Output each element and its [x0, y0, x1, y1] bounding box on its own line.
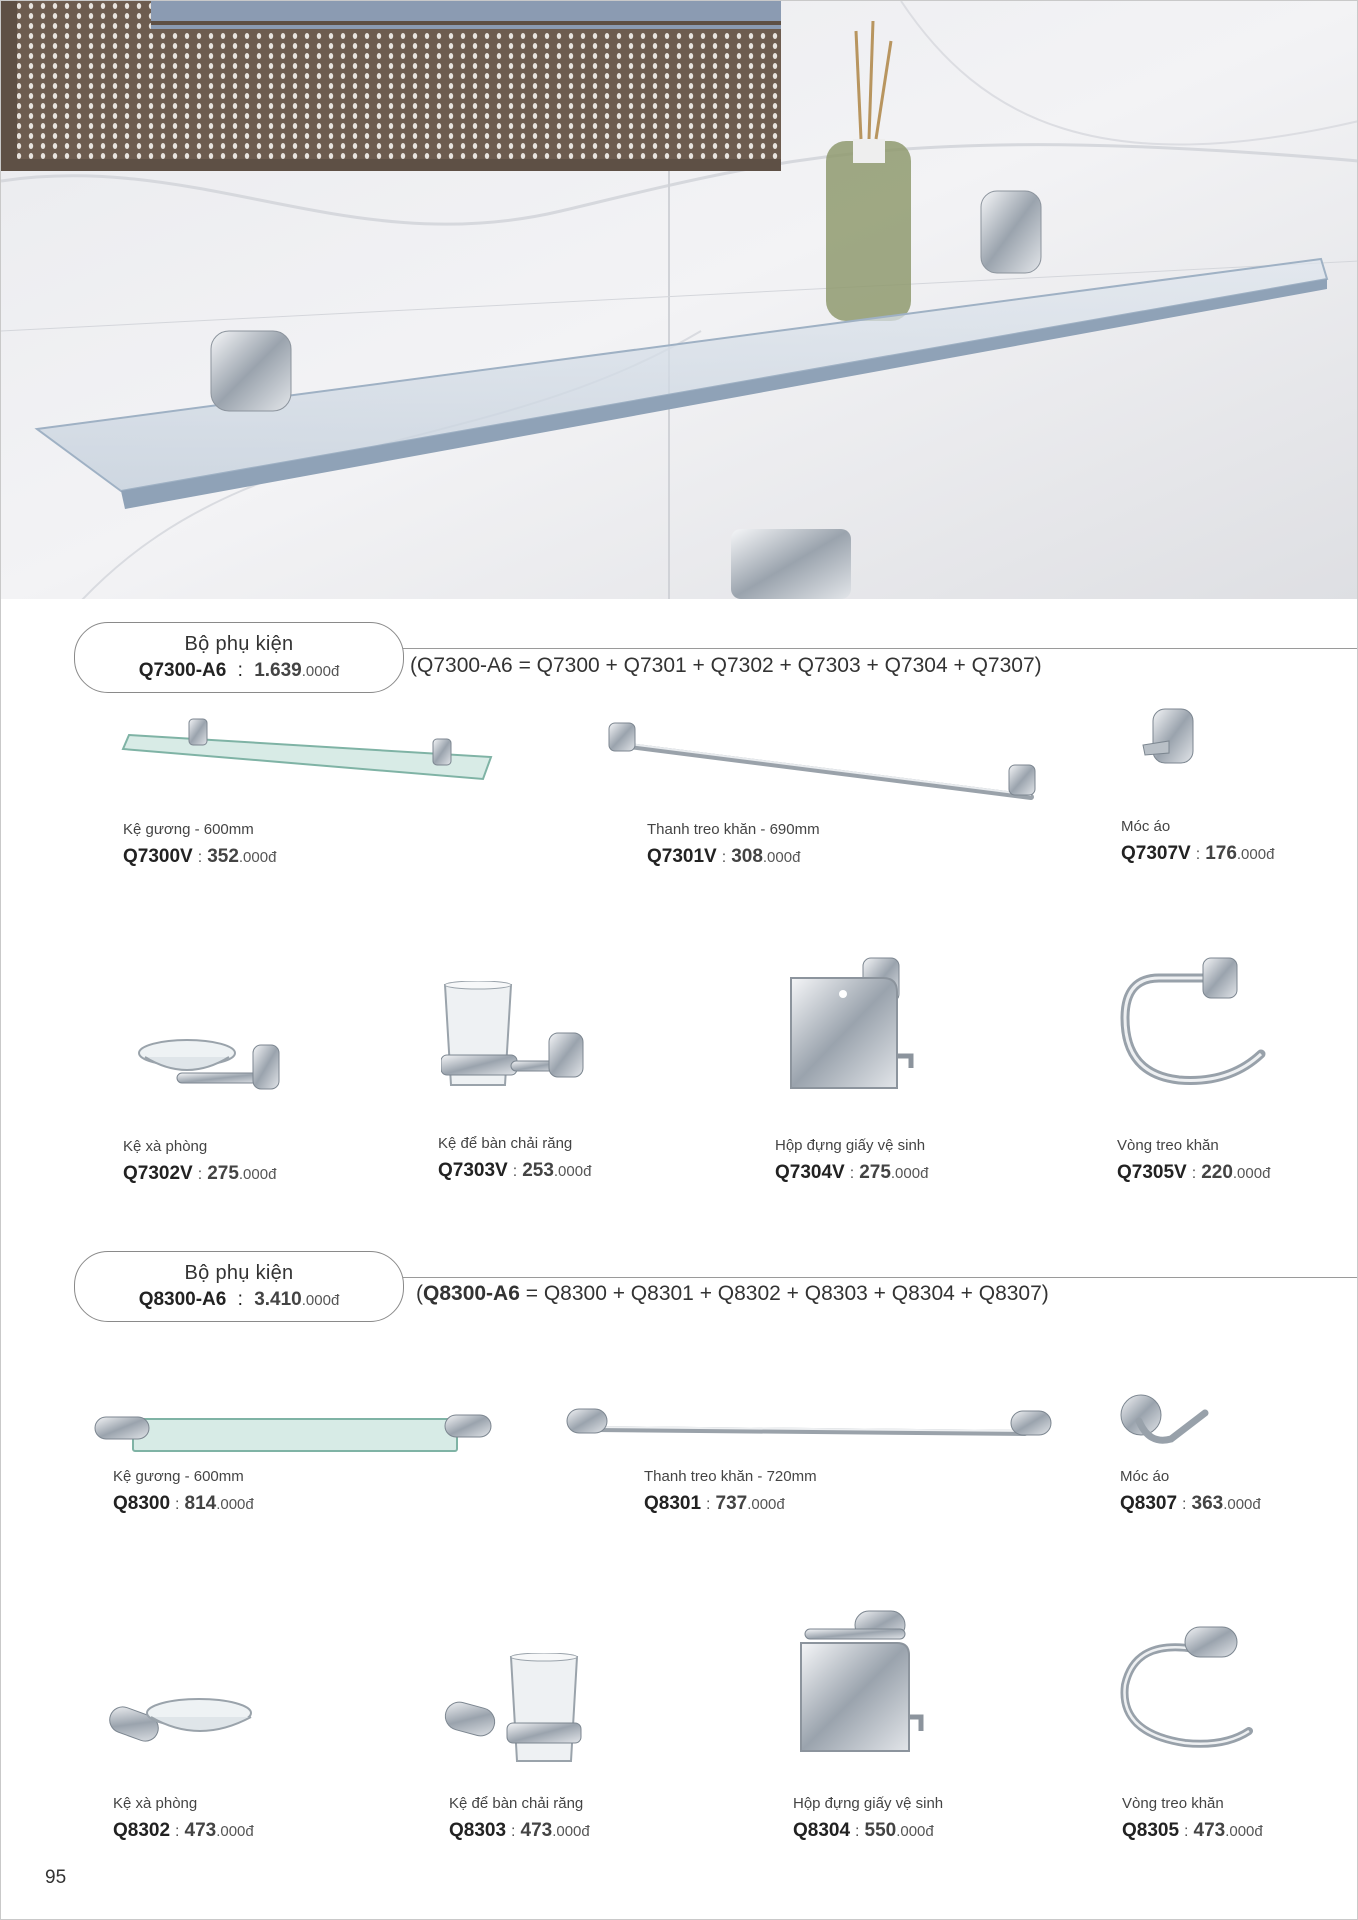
product-unit: .000đ: [552, 1823, 590, 1840]
set-formula: [410, 654, 1042, 678]
formula-code: Q8300-A6: [423, 1282, 520, 1305]
product-code-price: [1121, 843, 1274, 865]
product-name: Móc áo: [1121, 818, 1171, 835]
product-code-price: [775, 1162, 928, 1184]
product-image-tumbler-holder: [443, 1653, 593, 1765]
towel-ring-icon: [1119, 956, 1269, 1092]
set-price: [75, 660, 403, 682]
product-code-price: [793, 1820, 934, 1842]
product-code-price: [123, 846, 276, 868]
product-price: 220: [1201, 1162, 1233, 1183]
set-pill: [74, 622, 404, 693]
product-sep: :: [1191, 1165, 1197, 1182]
product-code: Q7300V: [123, 846, 193, 867]
product-name: Kệ để bàn chải răng: [438, 1135, 573, 1152]
set-code: Q7300-A6: [138, 660, 227, 681]
product-sep: :: [706, 1496, 711, 1513]
product-name: Kệ để bàn chải răng: [449, 1795, 584, 1812]
page-number: 95: [45, 1867, 67, 1888]
product-price: 176: [1205, 843, 1237, 864]
set-price-major: 1.639: [254, 660, 302, 681]
product-sep: :: [855, 1823, 860, 1840]
product-code: Q8304: [793, 1820, 851, 1841]
product-unit: .000đ: [1225, 1823, 1263, 1840]
product-code: Q8307: [1120, 1493, 1178, 1514]
product-sep: :: [175, 1496, 180, 1513]
product-code-price: [1120, 1493, 1261, 1515]
product-image-paper-holder: [797, 1609, 927, 1759]
product-image-tumbler-holder: [441, 981, 591, 1093]
product-unit: .000đ: [238, 1166, 277, 1183]
towel-ring-icon: [1115, 1623, 1255, 1755]
product-name: Kệ xà phòng: [113, 1795, 198, 1812]
product-image-soap-dish: [137, 1037, 287, 1095]
section-divider: [401, 648, 1358, 649]
product-code: Q7301V: [647, 846, 717, 867]
product-unit: .000đ: [238, 849, 277, 866]
product-name: Kệ gương - 600mm: [123, 821, 254, 838]
product-image-towel-bar: [601, 717, 1051, 807]
product-price: 473: [1193, 1820, 1226, 1841]
formula-code: Q7300-A6: [417, 654, 513, 677]
product-price: 275: [859, 1162, 891, 1183]
product-image-robe-hook: [1119, 1391, 1209, 1453]
product-price: 814: [184, 1493, 217, 1514]
product-price: 473: [184, 1820, 217, 1841]
product-code: Q8302: [113, 1820, 171, 1841]
product-code-price: [123, 1163, 276, 1185]
tumbler-holder-icon: [441, 981, 591, 1093]
glass-shelf-photo-icon: [1, 1, 1358, 599]
set-title: Bộ phụ kiện: [184, 633, 294, 655]
towel-bar-icon: [565, 1403, 1055, 1443]
product-code: Q7303V: [438, 1160, 508, 1181]
set-sep: :: [237, 660, 243, 681]
product-price: 275: [207, 1163, 239, 1184]
product-sep: :: [512, 1163, 518, 1180]
product-name: Móc áo: [1120, 1468, 1170, 1485]
product-name: Hộp đựng giấy vệ sinh: [793, 1795, 944, 1812]
product-image-glass-shelf: [93, 1405, 493, 1461]
product-name: Vòng treo khăn: [1122, 1795, 1224, 1812]
product-unit: .000đ: [762, 849, 801, 866]
towel-bar-icon: [601, 717, 1051, 807]
formula-rest: = Q7300 + Q7301 + Q7302 + Q7303 + Q7304 + Q7307): [512, 654, 1042, 677]
product-code: Q8301: [644, 1493, 702, 1514]
product-image-glass-shelf: [121, 713, 501, 783]
set-pill: [74, 1251, 404, 1322]
product-unit: .000đ: [1236, 846, 1275, 863]
product-image-soap-dish: [107, 1695, 257, 1761]
hero-photo: [1, 1, 1358, 599]
product-name: Hộp đựng giấy vệ sinh: [775, 1137, 926, 1154]
formula-open: (: [416, 1282, 423, 1305]
product-unit: .000đ: [890, 1165, 929, 1182]
product-sep: :: [1184, 1823, 1189, 1840]
product-price: 308: [731, 846, 763, 867]
product-image-towel-bar: [565, 1403, 1055, 1443]
product-code: Q7304V: [775, 1162, 845, 1183]
product-name: Thanh treo khăn - 690mm: [647, 821, 820, 838]
set-price-unit: .000đ: [301, 1292, 340, 1309]
product-image-paper-holder: [787, 956, 917, 1096]
product-unit: .000đ: [216, 1496, 254, 1513]
product-sep: :: [511, 1823, 516, 1840]
product-code: Q8303: [449, 1820, 507, 1841]
tumbler-holder-icon: [443, 1653, 593, 1765]
glass-shelf-icon: [93, 1405, 493, 1461]
formula-rest: = Q8300 + Q8301 + Q8302 + Q8303 + Q8304 + Q8307): [519, 1282, 1049, 1305]
product-image-towel-ring: [1115, 1623, 1255, 1755]
set-price-major: 3.410: [254, 1289, 302, 1310]
product-unit: .000đ: [1223, 1496, 1261, 1513]
product-sep: :: [197, 849, 203, 866]
product-image-towel-ring: [1119, 956, 1269, 1092]
product-price: 550: [864, 1820, 897, 1841]
product-name: Vòng treo khăn: [1117, 1137, 1219, 1154]
soap-dish-icon: [137, 1037, 287, 1095]
product-sep: :: [1182, 1496, 1187, 1513]
formula-open: (: [410, 654, 417, 677]
product-code-price: [1117, 1162, 1270, 1184]
product-unit: .000đ: [896, 1823, 934, 1840]
product-name: Kệ gương - 600mm: [113, 1468, 244, 1485]
paper-holder-icon: [797, 1609, 927, 1759]
soap-dish-icon: [107, 1695, 257, 1761]
product-sep: :: [175, 1823, 180, 1840]
product-sep: :: [1195, 846, 1201, 863]
product-code-price: [1122, 1820, 1263, 1842]
product-unit: .000đ: [216, 1823, 254, 1840]
product-unit: .000đ: [553, 1163, 592, 1180]
glass-shelf-icon: [121, 713, 501, 783]
set-price: [75, 1289, 403, 1311]
product-code-price: [438, 1160, 591, 1182]
paper-holder-icon: [787, 956, 917, 1096]
robe-hook-icon: [1139, 705, 1199, 771]
product-code-price: [113, 1820, 254, 1842]
set-code: Q8300-A6: [138, 1289, 227, 1310]
section-divider: [401, 1277, 1358, 1278]
product-sep: :: [849, 1165, 855, 1182]
product-code-price: [113, 1493, 254, 1515]
product-unit: .000đ: [747, 1496, 785, 1513]
product-sep: :: [197, 1166, 203, 1183]
product-image-robe-hook: [1139, 705, 1199, 771]
product-price: 253: [522, 1160, 554, 1181]
product-price: 737: [715, 1493, 748, 1514]
product-code-price: [644, 1493, 785, 1515]
product-code: Q8305: [1122, 1820, 1180, 1841]
product-code: Q7302V: [123, 1163, 193, 1184]
product-unit: .000đ: [1232, 1165, 1271, 1182]
product-code-price: [449, 1820, 590, 1842]
product-name: Thanh treo khăn - 720mm: [644, 1468, 817, 1485]
product-code: Q7305V: [1117, 1162, 1187, 1183]
set-formula: [416, 1282, 1049, 1306]
product-name: Kệ xà phòng: [123, 1138, 208, 1155]
product-price: 473: [520, 1820, 553, 1841]
product-code: Q8300: [113, 1493, 171, 1514]
product-price: 352: [207, 846, 239, 867]
set-title: Bộ phụ kiện: [184, 1262, 294, 1284]
product-sep: :: [721, 849, 727, 866]
set-price-unit: .000đ: [301, 663, 340, 680]
set-sep: :: [237, 1289, 243, 1310]
product-price: 363: [1191, 1493, 1224, 1514]
robe-hook-icon: [1119, 1391, 1209, 1453]
product-code: Q7307V: [1121, 843, 1191, 864]
product-code-price: [647, 846, 800, 868]
